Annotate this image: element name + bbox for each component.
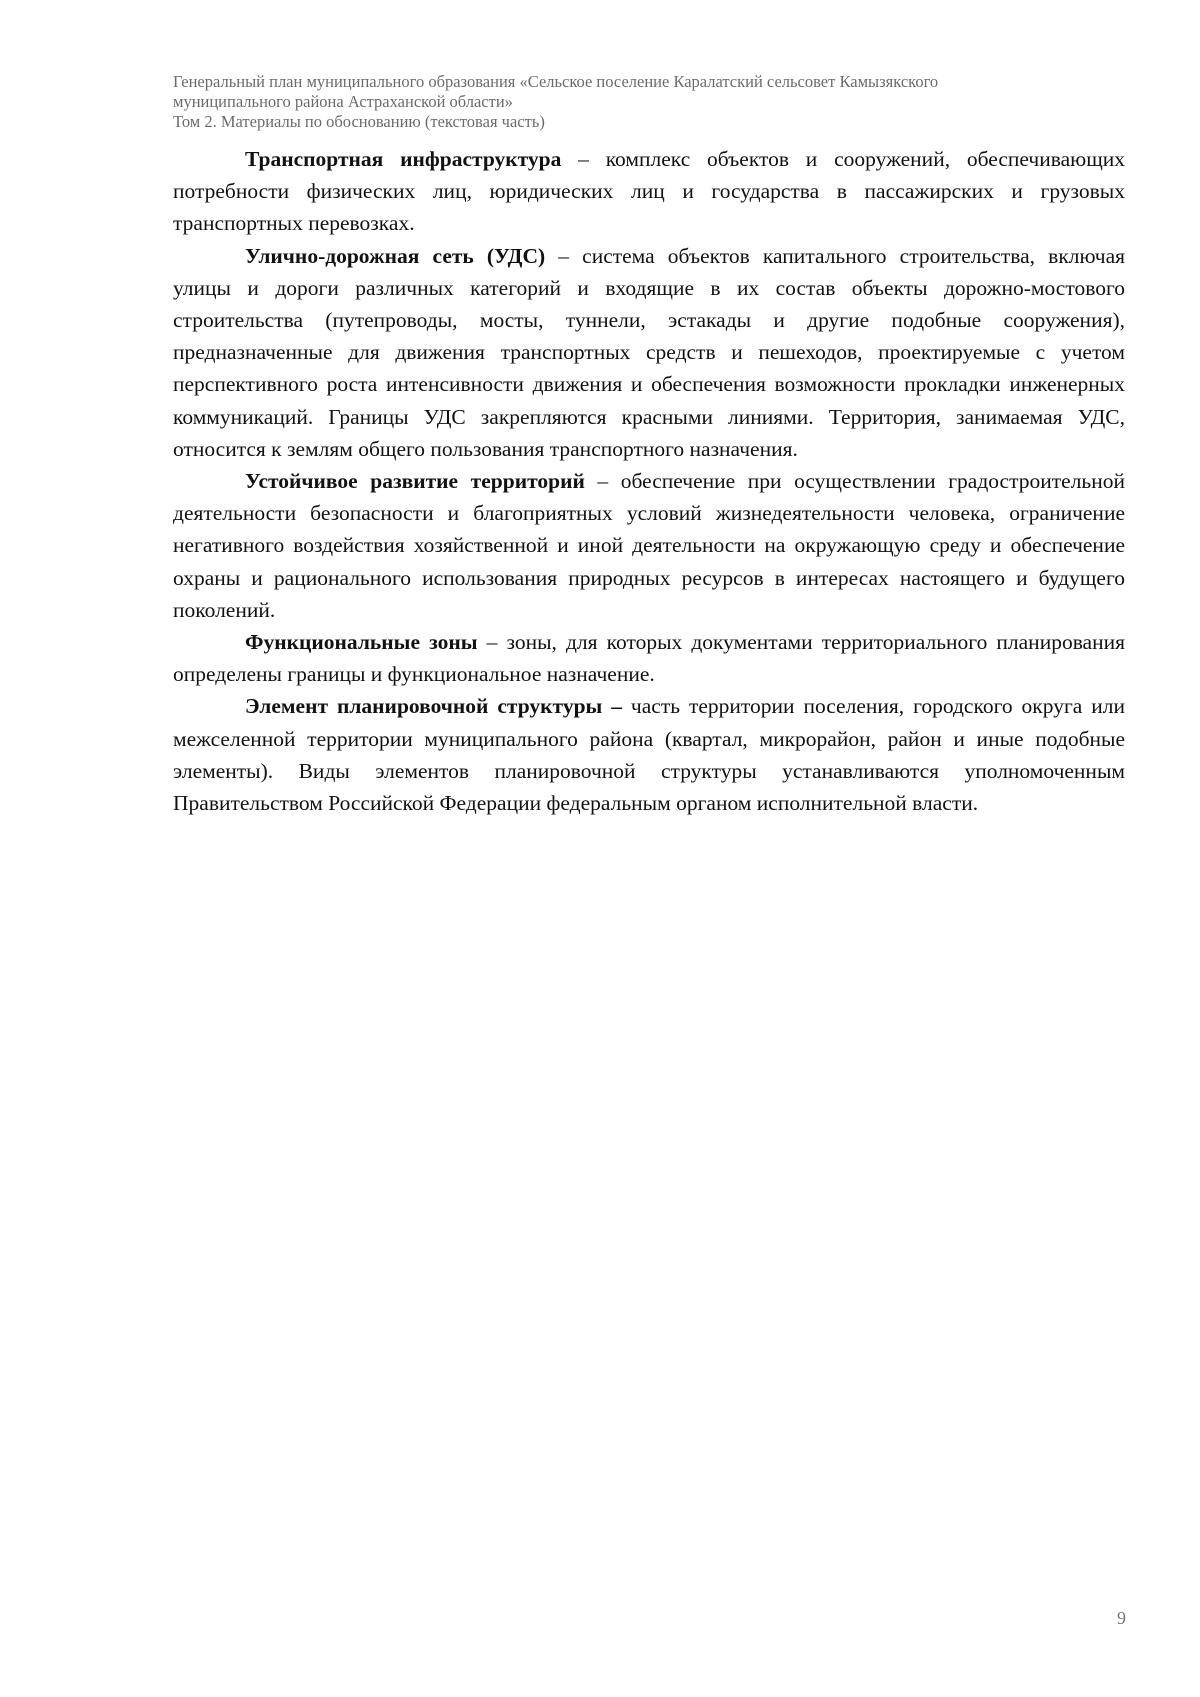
definition-text: – обеспечение при осуществлении градостроительной деятельности безопасности и благоприятных условий жизнедеятельности человека, ограничение негативного воздействия хозяйственной и иной деятельности на окружающую среду и обеспечение охраны и рационального использования природных ресурсов в интересах настоящего и будущего поколений.: [173, 469, 1125, 622]
header-line-3: Том 2. Материалы по обоснованию (текстовая часть): [173, 112, 545, 131]
running-header: [173, 72, 1125, 132]
definition-text: – система объектов капитального строительства, включая улицы и дороги различных категорий и входящие в их состав объекты дорожно-мостового строительства (путепроводы, мосты, туннели, эстакады и другие подобные сооружения), предназначенные для движения транспортных средств и пешеходов, проектируемые с учетом перспективного роста интенсивности движения и обеспечения возможности прокладки инженерных коммуникаций. Границы УДС закрепляются красными линиями. Территория, занимаемая УДС, относится к землям общего пользования транспортного назначения.: [173, 243, 1125, 461]
defined-term: Устойчивое развитие территорий: [245, 469, 585, 494]
definition-paragraph: [173, 240, 1125, 465]
defined-term: Улично-дорожная сеть (УДС): [245, 243, 546, 268]
page-number: 9: [1117, 1608, 1126, 1628]
definition-paragraph: [173, 690, 1125, 819]
defined-term: Элемент планировочной структуры –: [245, 694, 622, 719]
definition-paragraph: [173, 626, 1125, 690]
definition-text: – зоны, для которых документами территориального планирования определены границы и функциональное назначение.: [173, 630, 1126, 687]
defined-term: Транспортная инфраструктура: [245, 147, 562, 171]
document-body: [173, 143, 1125, 819]
definition-text: – комплекс объектов и сооружений, обеспечивающих потребности физических лиц, юридических лиц и государства в пассажирских и грузовых транспортных перевозках.: [173, 147, 1126, 236]
definition-paragraph: [173, 465, 1125, 626]
defined-term: Функциональные зоны: [245, 630, 478, 655]
definition-paragraph: [173, 143, 1125, 240]
header-line-1: Генеральный план муниципального образования «Сельское поселение Каралатский сельсовет Камызякского: [173, 72, 939, 91]
definition-text: часть территории поселения, городского округа или межселенной территории муниципального района (квартал, микрорайон, район и иные подобные элементы). Виды элементов планировочной структуры устанавливаются уполномоченным Правительством Российской Федерации федеральным органом исполнительной власти.: [173, 694, 1125, 816]
header-line-2: муниципального района Астраханской области»: [173, 92, 513, 111]
